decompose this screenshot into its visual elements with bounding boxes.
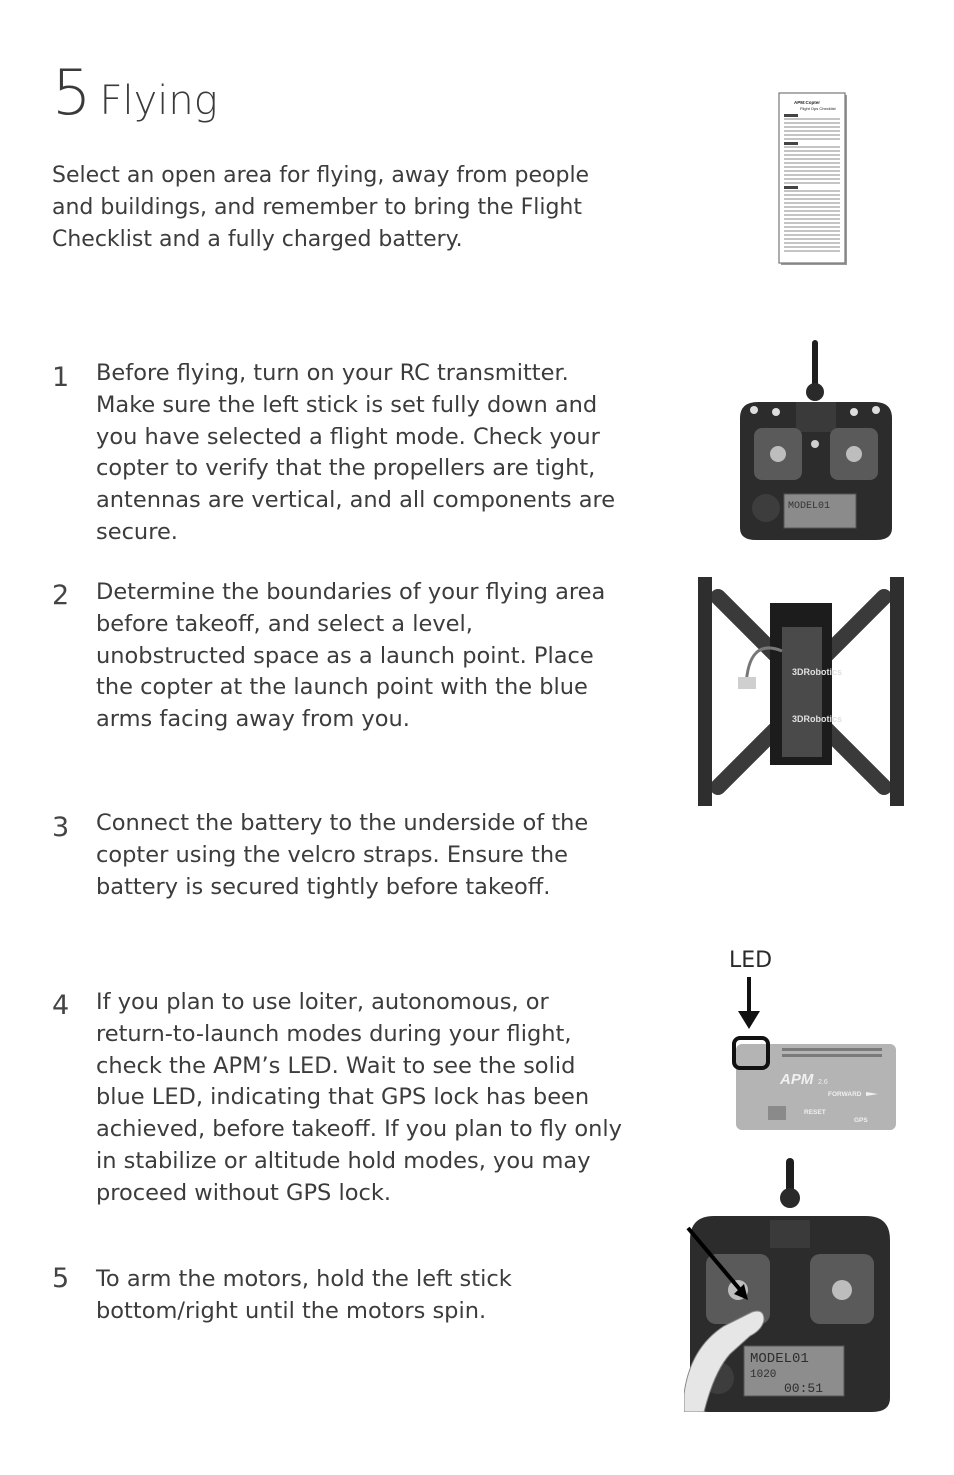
step-3-number: 3: [52, 812, 70, 843]
step-1-number: 1: [52, 362, 70, 393]
led-label: LED: [729, 948, 773, 973]
step-3-text: Connect the battery to the underside of the copter using the velcro straps. Ensure the battery is secured tightly before takeoff.: [96, 810, 589, 900]
step-1-text: Before flying, turn on your RC transmitter. Make sure the left stick is set fully down and you have selected a flight mode. Check your copter to verify that the propellers are tight, antennas are vertical, and all components are secure.: [96, 360, 616, 545]
step-5-number: 5: [52, 1263, 70, 1294]
arming-screen-line1: MODEL01: [750, 1351, 809, 1367]
battery-brand-label: 3DRobotics: [792, 667, 843, 677]
checklist-subtitle: Flight Ops Checklist: [800, 106, 836, 111]
battery-brand-label-2: 3DRobotics: [792, 714, 843, 724]
led-arrow-icon: [736, 977, 762, 1029]
apm-brand-label: APM: [780, 1071, 814, 1088]
step-2-number: 2: [52, 580, 70, 611]
flight-checklist-image: [776, 92, 850, 266]
intro-paragraph: Select an open area for flying, away from people and buildings, and remember to bring the Flight Checklist and a fully charged battery.: [52, 163, 590, 252]
step-5-text: To arm the motors, hold the left stick bottom/right until the motors spin.: [96, 1266, 512, 1324]
transmitter-screen-text: MODEL01: [788, 501, 831, 512]
rc-transmitter-image: [736, 340, 896, 540]
reset-label: RESET: [804, 1109, 826, 1116]
step-4-number: 4: [52, 990, 70, 1021]
apm-version-label: 2.6: [818, 1079, 828, 1086]
section-number: 5: [52, 56, 92, 129]
arming-screen-line2: 1020: [750, 1369, 777, 1381]
forward-label: FORWARD: [828, 1091, 862, 1098]
section-heading: [52, 56, 218, 129]
arming-screen-line3: 00:51: [784, 1381, 824, 1396]
step-2-text: Determine the boundaries of your flying area before takeoff, and select a level, unobstructed space as a launch point. Place the copter at the launch point with the blue arms facing away from you.: [96, 579, 606, 733]
copter-underside-image: [698, 577, 904, 806]
section-title: Flying: [99, 78, 218, 124]
checklist-title: APM:Copter: [794, 100, 820, 105]
apm-board-image: [732, 1032, 900, 1132]
step-4-text: If you plan to use loiter, autonomous, or return-to-launch modes during your flight, check the APM’s LED. Wait to see the solid blue LED, indicating that GPS lock has been achieved, before takeoff. If you plan to fly only in stabilize or altitude hold modes, you may proceed without GPS lock.: [96, 989, 622, 1206]
transmitter-arming-image: [684, 1158, 896, 1412]
gps-label: GPS: [854, 1117, 868, 1124]
